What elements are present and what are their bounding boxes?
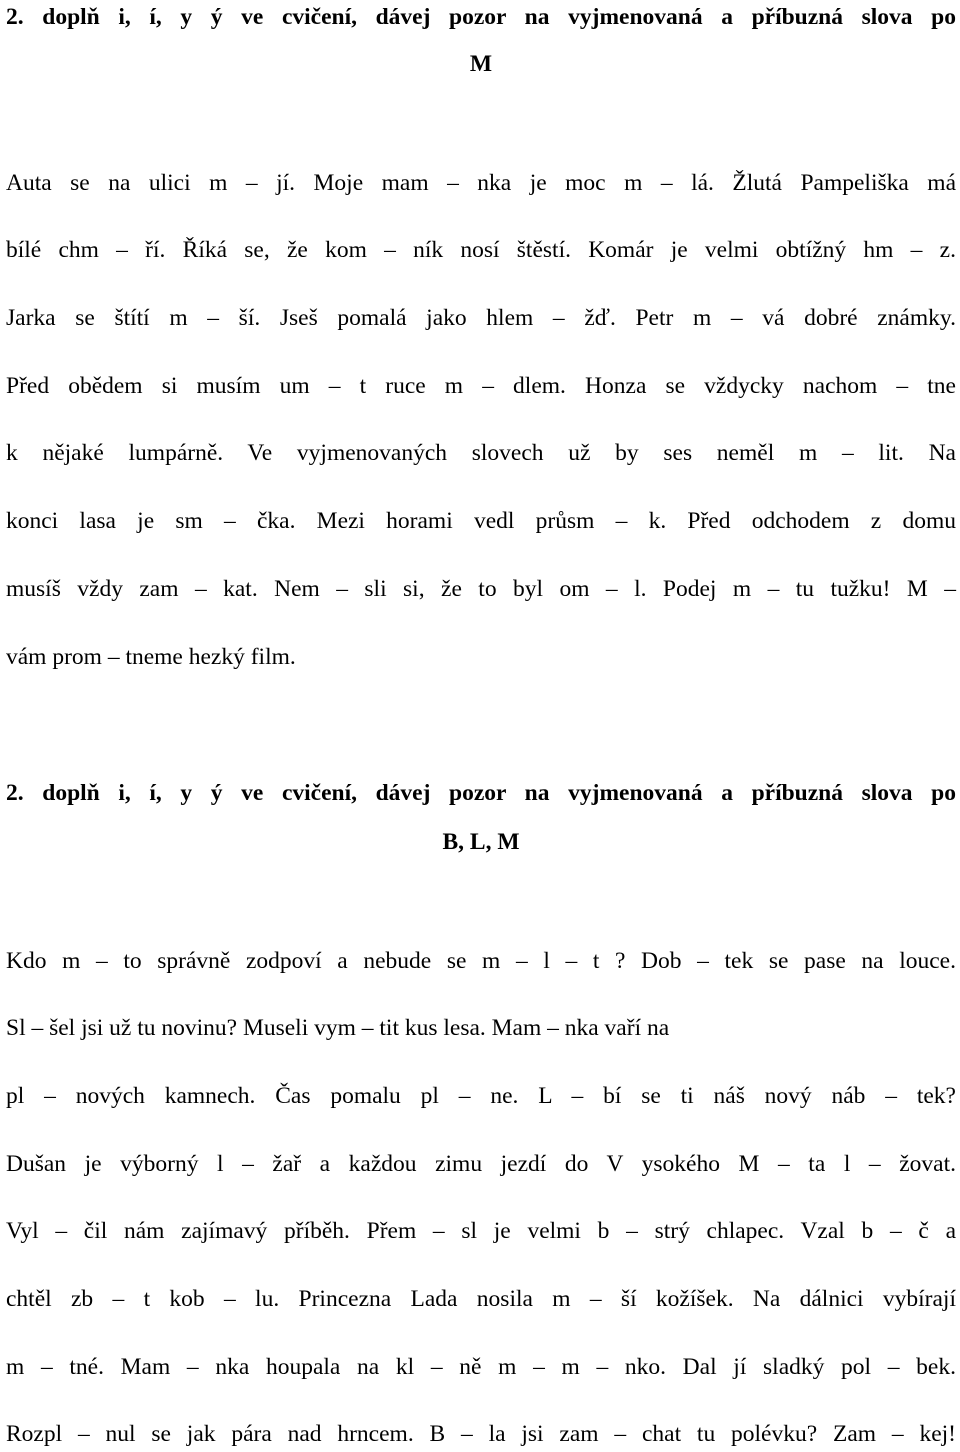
section2-text-line: Sl – šel jsi už tu novinu? Museli vym – tit kus lesa. Mam – nka vaří na xyxy=(6,1015,670,1041)
section1-text-line: vám prom – tneme hezký film. xyxy=(6,644,296,670)
section2-text-line: m – tné. Mam – nka houpala na kl – ně m – m – nko. Dal jí sladký pol – bek. xyxy=(6,1354,956,1380)
section1-text-line: musíš vždy zam – kat. Nem – sli si, že to byl om – l. Podej m – tu tužku! M – xyxy=(6,576,956,602)
section2-text-line: pl – nových kamnech. Čas pomalu pl – ne. L – bí se ti náš nový náb – tek? xyxy=(6,1083,956,1109)
section2-heading-line1: 2. doplň i, í, y ý ve cvičení, dávej pozor na vyjmenovaná a příbuzná slova po xyxy=(6,780,956,806)
section2-text-line: Vyl – čil nám zajímavý příběh. Přem – sl je velmi b – strý chlapec. Vzal b – č a xyxy=(6,1218,956,1244)
section2-heading-line2: B, L, M xyxy=(442,829,520,855)
section1-text-line: k nějaké lumpárně. Ve vyjmenovaných slovech už by ses neměl m – lit. Na xyxy=(6,440,956,466)
section1-heading-line2: M xyxy=(469,51,493,77)
section1-text-line: bílé chm – ří. Říká se, že kom – ník nosí štěstí. Komár je velmi obtížný hm – z. xyxy=(6,237,956,263)
section1-text-line: Před obědem si musím um – t ruce m – dlem. Honza se vždycky nachom – tne xyxy=(6,373,956,399)
section2-text-line: Rozpl – nul se jak pára nad hrncem. B – la jsi zam – chat tu polévku? Zam – kej! xyxy=(6,1421,956,1447)
section1-text-line: Jarka se štítí m – ší. Jseš pomalá jako hlem – žď. Petr m – vá dobré známky. xyxy=(6,305,956,331)
section1-text-line: Auta se na ulici m – jí. Moje mam – nka je moc m – lá. Žlutá Pampeliška má xyxy=(6,170,956,196)
section2-text-line: Kdo m – to správně zodpoví a nebude se m – l – t ? Dob – tek se pase na louce. xyxy=(6,948,956,974)
section2-text-line: chtěl zb – t kob – lu. Princezna Lada nosila m – ší kožíšek. Na dálnici vybírají xyxy=(6,1286,956,1312)
section2-text-line: Dušan je výborný l – žař a každou zimu jezdí do V ysokého M – ta l – žovat. xyxy=(6,1151,956,1177)
section1-heading-line1: 2. doplň i, í, y ý ve cvičení, dávej pozor na vyjmenovaná a příbuzná slova po xyxy=(6,4,956,30)
section1-text-line: konci lasa je sm – čka. Mezi horami vedl průsm – k. Před odchodem z domu xyxy=(6,508,956,534)
